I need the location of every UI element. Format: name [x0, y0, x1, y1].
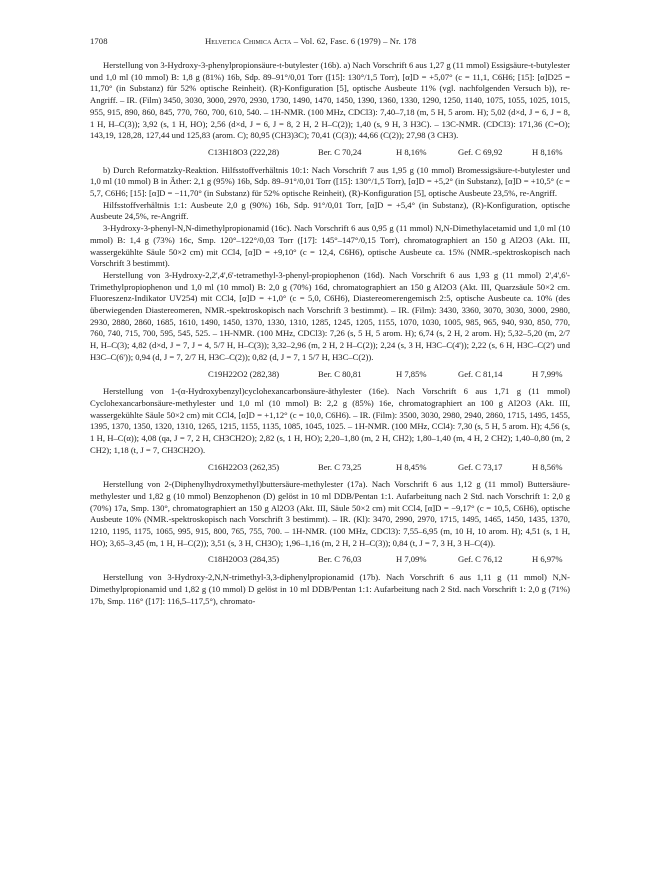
formula-calc-h: H 7,85%	[396, 368, 427, 379]
formula-compound: C18H20O3 (284,35)	[208, 554, 280, 565]
elemental-analysis	[90, 554, 570, 566]
formula-calc-c: Ber. C 73,25	[318, 461, 362, 472]
formula-calc-h: H 7,09%	[396, 554, 427, 565]
elemental-analysis	[90, 147, 570, 159]
paragraph: Herstellung von 1-(α-Hydroxybenzyl)cyclohexancarbonsäure-äthylester (16e). Nach Vorschrift 6 aus 1,71 g (11 mmol) Cyclohexancarbonsäure-methylester und 1,0 ml (10 mmol) B: 2,2 g (85%) 16e, chromatographiert an 100 g Al2O3 (Akt. III, wassergekühlte Säule 50×2 cm) mit CCl4, [α]D = +1,12° (c = 10,0, C6H6). – IR. (Film): 3500, 3030, 2980, 2940, 2860, 1715, 1495, 1455, 1395, 1370, 1350, 1320, 1310, 1265, 1215, 1155, 1135, 1085, 1045, 1025. – 1H-NMR. (100 MHz, CCl4): 7,30 (s, 5 H, 5 arom. H); 4,56 (s, 1 H, H–C(α)); 4,08 (qa, J = 7, 2 H, CH3CH2O); 2,82 (s, 1 H, HO); 2,20–1,80 (m, 2 H, CH2); 1,80–1,40 (m, 4 H, 2 CH2); 1,40–0,80 (m, 2 CH2); 1,18 (t, J = 7, CH3CH2O).	[90, 386, 570, 455]
running-header	[205, 36, 416, 48]
formula-found-c: Gef. C 73,17	[458, 461, 503, 472]
formula-calc-c: Ber. C 70,24	[318, 146, 362, 157]
article-body	[90, 60, 570, 607]
formula-compound: C19H22O2 (282,38)	[208, 368, 280, 379]
formula-found-c: Gef. C 76,12	[458, 554, 503, 565]
formula-found-c: Gef. C 69,92	[458, 146, 503, 157]
formula-found-h: H 7,99%	[532, 368, 563, 379]
formula-found-h: H 8,16%	[532, 146, 563, 157]
formula-calc-h: H 8,45%	[396, 461, 427, 472]
paragraph: 3-Hydroxy-3-phenyl-N,N-dimethylpropionamid (16c). Nach Vorschrift 6 aus 0,95 g (11 mmol) N,N-Dimethylacetamid und 1,0 ml (10 mmol) B: 1,4 g (73%) 16c, Smp. 120°–122°/0,03 Torr ([17]: 145°–147°/0,15 Torr), chromatographiert an 150 g Al2O3 (Akt. III, wassergekühlte Säule 50×2 cm) mit CCl4, [α]D = +9,10° (c = 12,4, C6H6), optische Ausbeute ca. 15% (NMR.-spektroskopisch nach Vorschrift 3 bestimmt).	[90, 223, 570, 269]
page-header	[90, 36, 570, 50]
formula-compound: C16H22O3 (262,35)	[208, 461, 280, 472]
journal-meta: – Vol. 62, Fasc. 6 (1979) – Nr. 178	[291, 36, 417, 46]
elemental-analysis	[90, 369, 570, 381]
paragraph: Herstellung von 3-Hydroxy-2,N,N-trimethyl-3,3-diphenylpropionamid (17b). Nach Vorschrift 6 aus 1,11 g (11 mmol) N,N-Dimethylpropionamid und 1,82 g (10 mmol) D gelöst in 10 ml DDB/Pentan 1:1: Aufarbeitung nach 2 Std. nach Vorschrift 1: 2,0 g (71%) 17b, Smp. 116° ([17]: 116,5–117,5°), chromato-	[90, 572, 570, 606]
journal-title: Helvetica Chimica Acta	[205, 36, 292, 46]
formula-calc-c: Ber. C 76,03	[318, 554, 362, 565]
formula-compound: C13H18O3 (222,28)	[208, 146, 280, 157]
paragraph: Herstellung von 2-(Diphenylhydroxymethyl)buttersäure-methylester (17a). Nach Vorschrift 6 aus 1,12 g (11 mmol) Buttersäure-methylester und 1,82 g (10 mmol) Benzophenon (D) gelöst in 10 ml DDB/Pentan 1:1. Aufarbeitung nach 2 Std. nach Vorschrift 1: 2,0 g (70%) 17a, Smp. 130°, chromatographiert an 150 g Al2O3 (Akt. III, Säule 50×2 cm) mit CCl4, [α]D = −9,17° (c = 10,5, C6H6), optische Ausbeute 10% (NMR.-spektroskopisch nach Vorschrift 3 bestimmt). – IR. (Kl): 3470, 2990, 2970, 1715, 1495, 1465, 1450, 1435, 1370, 1210, 1195, 1175, 1065, 995, 915, 800, 765, 755, 700. – 1H-NMR. (100 MHz, CDCl3): 7,55–6,95 (m, 10 H, 10 arom. H); 4,51 (s, 1 H, HO); 3,65–3,45 (m, 1 H, H–C(2)); 3,51 (s, 3 H, CH3O); 1,96–1,16 (m, 2 H, 2 H–C(3)); 0,84 (t, J = 7, 3 H, 3 H–C(4)).	[90, 479, 570, 548]
page-number: 1708	[90, 36, 108, 46]
elemental-analysis	[90, 462, 570, 474]
paragraph: Hilfsstoffverhältnis 1:1: Ausbeute 2,0 g (90%) 16b, Sdp. 91°/0,01 Torr, [α]D = +5,4° (in Substanz), (R)-Konfiguration, optische Ausbeute 24,5%, re-Angriff.	[90, 199, 570, 222]
formula-found-h: H 8,56%	[532, 461, 563, 472]
paragraph: b) Durch Reformatzky-Reaktion. Hilfsstoffverhältnis 10:1: Nach Vorschrift 7 aus 1,95 g (10 mmol) Bromessigsäure-t-butylester und 1,0 ml (10 mmol) B in Äther: 2,1 g (95%) 16b, Sdp. 89–91°/0,01 Torr ([15]: 130°/1,5 Torr), [α]D = +5,2° (in Substanz), [α]D = +10,5° (c = 5,7, C6H6; [15]: [α]D = −11,70° (in Substanz) für 52% optische Reinheit), (R)-Konfiguration [5], optische Ausbeute 23,5%, re-Angriff.	[90, 164, 570, 199]
paragraph: Herstellung von 3-Hydroxy-3-phenylpropionsäure-t-butylester (16b). a) Nach Vorschrift 6 aus 1,27 g (11 mmol) Essigsäure-t-butylester und 1,0 ml (10 mmol) B: 1,8 g (81%) 16b, Sdp. 89–91°/0,01 Torr ([15]: 130°/1,5 Torr), [α]D = +5,07° (c = 11,1, C6H6; [15]: [α]D25 = 11,70° (in Substanz) für 52% optische Reinheit). (R)-Konfiguration [5], optische Ausbeute 11% (vgl. nachfolgenden Versuch b)), re-Angriff. – IR. (Film) 3450, 3030, 3000, 2970, 2930, 1730, 1490, 1470, 1450, 1390, 1360, 1330, 1290, 1250, 1140, 1075, 1055, 1025, 1015, 955, 915, 890, 860, 845, 770, 760, 700, 610, 540. – 1H-NMR. (100 MHz, CDCl3): 7,40–7,18 (m, 5 H, 5 arom. H); 5,02 (d×d, J = 6, J = 8, 1 H, H–C(3)); 3,92 (s, 1 H, HO); 2,56 (d×d, J = 6, J = 8, 2 H, 2 H–C(2)); 1,40 (s, 9 H, 3 H3C). – 13C-NMR. (CDCl3): 171,36 (C=O); 143,19, 128,28, 127,44 und 125,83 (arom. C); 80,95 (CH3)3C); 70,41 (C(3)); 44,66 (C(2)); 27,98 (3 CH3).	[90, 60, 570, 141]
formula-found-h: H 6,97%	[532, 554, 563, 565]
formula-calc-h: H 8,16%	[396, 146, 427, 157]
formula-found-c: Gef. C 81,14	[458, 368, 503, 379]
formula-calc-c: Ber. C 80,81	[318, 368, 362, 379]
paragraph: Herstellung von 3-Hydroxy-2,2',4',6'-tetramethyl-3-phenyl-propiophenon (16d). Nach Vorschrift 6 aus 1,93 g (11 mmol) 2',4',6'-Trimethylpropiophenon und 1,0 ml (10 mmol) B: 2,0 g (70%) 16d, chromatographiert an 150 g Al2O3 (Akt. III, Quarzsäule 50×2 cm. Fluoreszenz-Indikator UV254) mit CCl4, [α]D = +1,0° (c = 5,0, C6H6), Diastereomerengemisch 2:5, optische Ausbeute ca. 10% (des überwiegenden Diastereomeren, NMR.-spektroskopisch nach Vorschrift 3 bestimmt). – IR. (Film): 3430, 3360, 3070, 3030, 3000, 2980, 2930, 2880, 2860, 1685, 1610, 1490, 1450, 1370, 1330, 1310, 1285, 1245, 1205, 1155, 1070, 1030, 1005, 985, 965, 940, 930, 850, 770, 760, 740, 715, 700, 595, 545, 525. – 1H-NMR. (100 MHz, CDCl3): 7,26 (s, 5 H, 5 arom. H); 6,74 (s, 2 H, 2 arom. H); 5,32–5,20 (m, 2/7 H, H–C(3); 4,82 (d×d, J = 7, J = 4, 5/7 H, H–C(3)); 3,32–2,96 (m, 2 H, 2 H–C(2)); 2,24 (s, 3 H, H3C–C(4')); 2,22 (s, 6 H, H3C–C(2') und H3C–C(6')); 0,94 (d, J = 7, 2/7 H, H3C–C(2)); 0,82 (d, J = 7, 1 5/7 H, H3C–C(2)).	[90, 269, 570, 362]
